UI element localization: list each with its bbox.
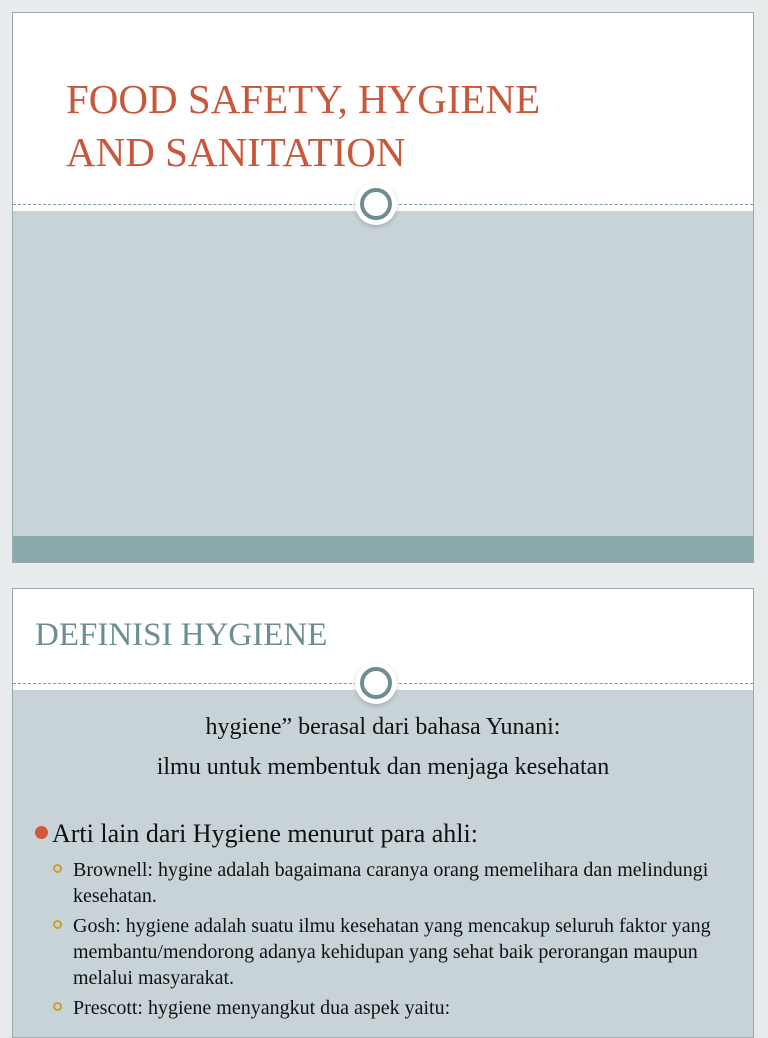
list-item — [53, 857, 743, 909]
sub-bullet-list — [53, 857, 743, 1025]
lead-line-1: hygiene” berasal dari bahasa Yunani: — [205, 714, 561, 740]
slide-title — [12, 12, 754, 563]
title-line-1: FOOD SAFETY, HYGIENE — [66, 76, 541, 122]
main-bullet-text: Arti lain dari Hygiene menurut para ahli: — [52, 819, 478, 848]
list-item — [53, 995, 743, 1021]
list-item-text: Brownell: hygine adalah bagaimana caranya orang memelihara dan melindungi kesehatan. — [73, 859, 709, 907]
section-title: DEFINISI HYGIENE — [35, 617, 328, 653]
main-bullet — [35, 819, 478, 849]
ring-circle-icon — [360, 667, 392, 699]
slide-definition — [12, 588, 754, 1038]
list-item — [53, 913, 743, 991]
hollow-ring-icon — [53, 864, 62, 873]
filled-dot-icon — [35, 826, 48, 839]
lead-text — [13, 707, 753, 787]
lead-line-2: ilmu untuk membentuk dan menjaga kesehatan — [156, 754, 610, 780]
body-area — [13, 211, 753, 537]
title-area — [13, 13, 753, 205]
title-line-2: AND SANITATION — [66, 129, 406, 175]
list-item-text: Gosh: hygiene adalah suatu ilmu kesehatan yang mencakup seluruh faktor yang membantu/mendorong adanya kehidupan yang sehat baik perorangan maupun melalui masyarakat. — [73, 915, 711, 989]
ring-circle-icon — [360, 188, 392, 220]
footer-band — [13, 536, 753, 562]
hollow-ring-icon — [53, 1002, 62, 1011]
list-item-text: Prescott: hygiene menyangkut dua aspek yaitu: — [73, 997, 451, 1019]
page-title — [66, 73, 706, 179]
hollow-ring-icon — [53, 920, 62, 929]
